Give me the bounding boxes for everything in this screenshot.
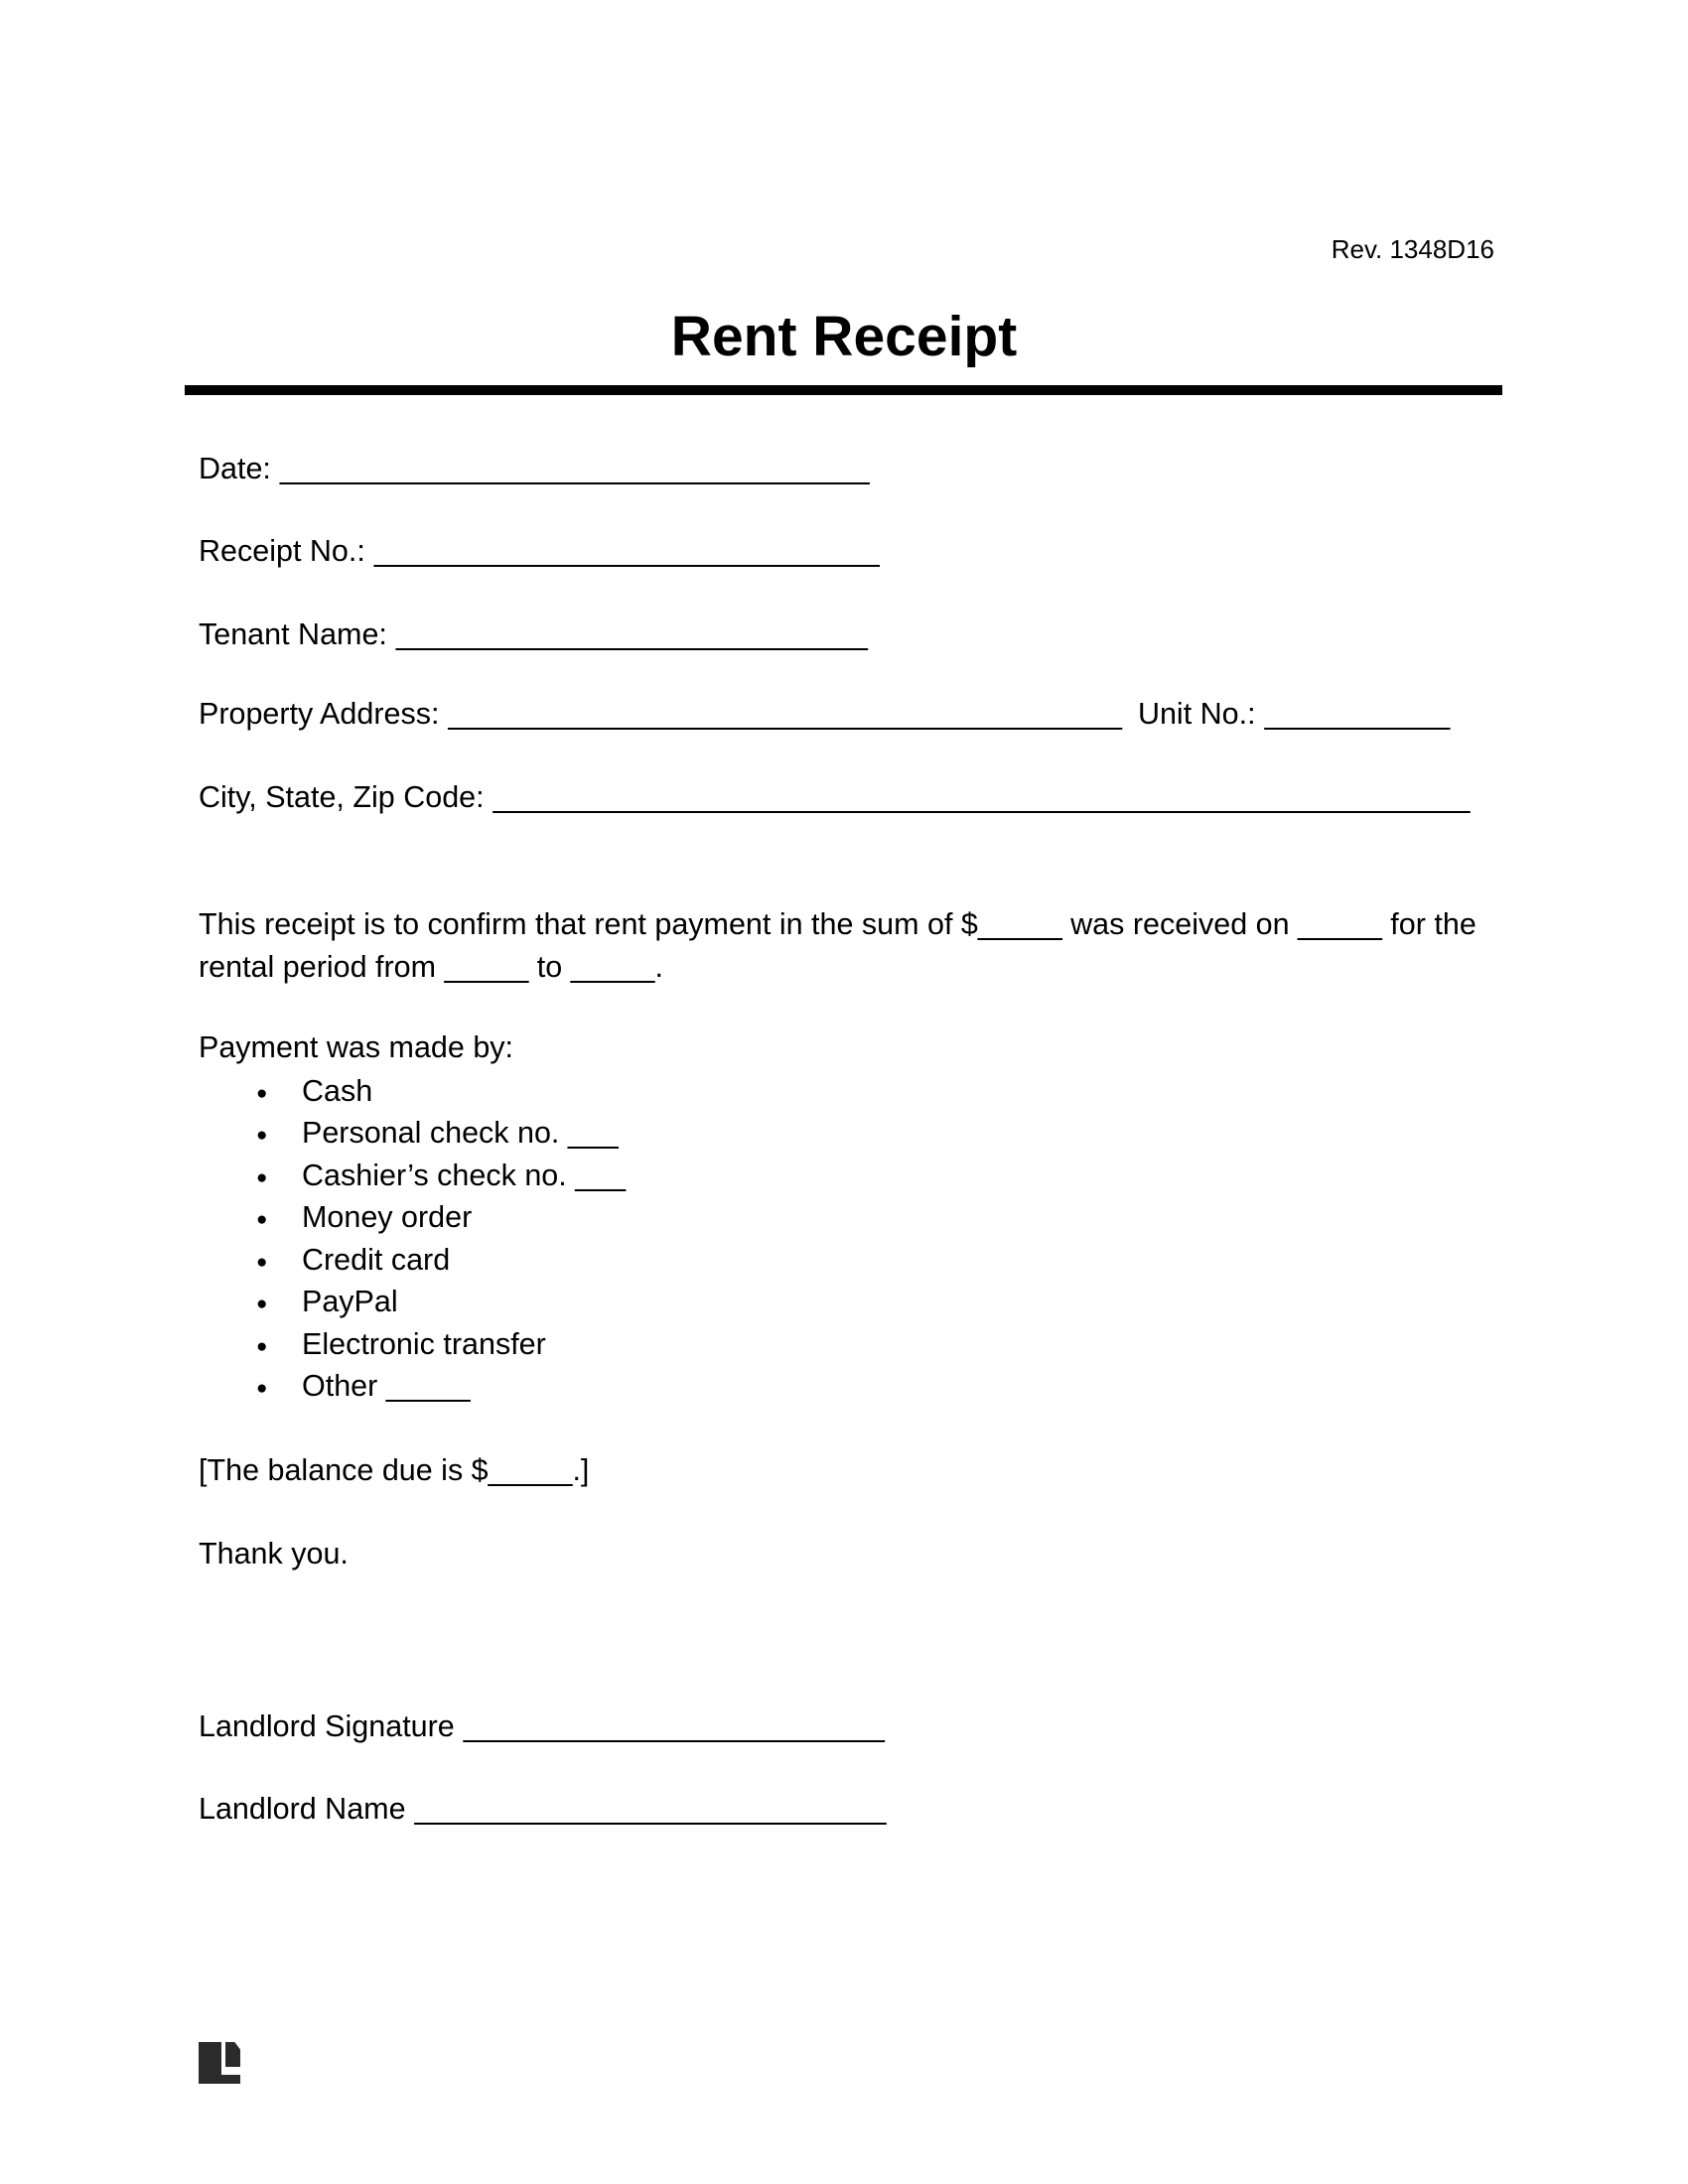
payment-method-label: PayPal: [302, 1285, 398, 1318]
tenant-name-field-row: [199, 617, 868, 652]
bullet-icon: ●: [256, 1252, 268, 1273]
property-address-label: Property Address:: [199, 697, 440, 731]
receipt-no-label: Receipt No.:: [199, 534, 365, 568]
landlord-signature-row: [199, 1709, 885, 1744]
page-title: Rent Receipt: [670, 305, 1018, 368]
legal-templates-logo-icon: [199, 2042, 240, 2084]
tenant-name-blank-line: ____________________________: [395, 617, 868, 651]
landlord-name-row: [199, 1792, 887, 1827]
date-blank-line: ___________________________________: [279, 452, 870, 485]
confirmation-statement: This receipt is to confirm that rent payment in the sum of $_____ was received on _____ for the rental period from _____ to _____.: [199, 907, 1477, 984]
payment-method-label: Cashier’s check no. ___: [302, 1159, 627, 1192]
balance-due-note: [The balance due is $_____.]: [199, 1453, 590, 1487]
property-address-blank-line: ________________________________________: [448, 697, 1122, 731]
logo-bottom-bar: [199, 2075, 240, 2084]
receipt-no-blank-line: ______________________________: [373, 534, 880, 568]
landlord-name-label: Landlord Name: [199, 1792, 406, 1826]
payment-method-item: [256, 1200, 472, 1235]
bullet-icon: ●: [256, 1083, 268, 1104]
bullet-icon: ●: [256, 1294, 268, 1314]
bullet-icon: ●: [256, 1378, 268, 1399]
title-divider: [185, 385, 1502, 395]
bullet-icon: ●: [256, 1336, 268, 1357]
receipt-no-field-row: [199, 534, 880, 569]
landlord-signature-blank-line: _________________________: [463, 1709, 885, 1743]
payment-method-item: [256, 1285, 398, 1319]
payment-method-item: [256, 1243, 450, 1278]
payment-method-label: Cash: [302, 1074, 373, 1108]
logo-document-block: [225, 2042, 240, 2067]
date-label: Date:: [199, 452, 271, 485]
payment-method-label: Credit card: [302, 1243, 451, 1277]
thank-you-text: Thank you.: [199, 1537, 349, 1570]
revision-number: Rev. 1348D16: [1331, 234, 1494, 264]
payment-method-heading: Payment was made by:: [199, 1030, 514, 1064]
city-state-zip-blank-line: __________________________________________________________: [492, 780, 1471, 814]
bullet-icon: ●: [256, 1125, 268, 1146]
payment-method-label: Money order: [302, 1200, 473, 1234]
bullet-icon: ●: [256, 1167, 268, 1188]
payment-method-label: Personal check no. ___: [302, 1116, 619, 1150]
payment-method-item: [256, 1327, 546, 1362]
payment-method-label: Other _____: [302, 1369, 471, 1403]
payment-method-label: Electronic transfer: [302, 1327, 546, 1361]
landlord-name-blank-line: ____________________________: [414, 1792, 887, 1826]
property-address-field-row: [199, 697, 1450, 732]
city-state-zip-field-row: [199, 780, 1470, 815]
tenant-name-label: Tenant Name:: [199, 617, 387, 651]
bullet-icon: ●: [256, 1209, 268, 1230]
city-state-zip-label: City, State, Zip Code:: [199, 780, 485, 814]
unit-no-blank-line: ___________: [1264, 697, 1451, 731]
payment-method-item: [256, 1369, 471, 1404]
payment-method-item: [256, 1116, 619, 1151]
unit-no-label: Unit No.:: [1137, 697, 1256, 731]
payment-method-item: [256, 1159, 626, 1193]
date-field-row: [199, 452, 870, 486]
payment-method-item: [256, 1074, 372, 1109]
landlord-signature-label: Landlord Signature: [199, 1709, 455, 1743]
